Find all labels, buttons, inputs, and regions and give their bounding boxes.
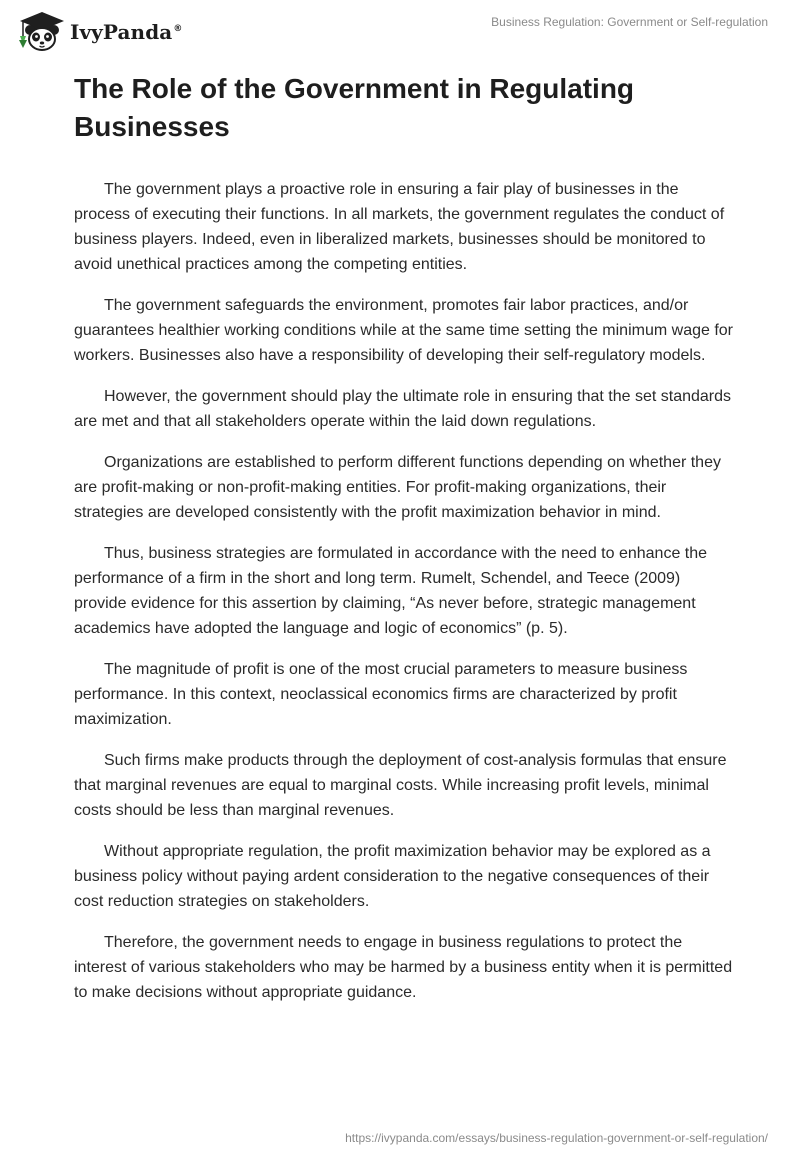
paragraph: The magnitude of profit is one of the most crucial parameters to measure business performance. In this context, neoclassical economics firms are characterized by profit maximization.	[74, 661, 688, 728]
brand-name: IvyPanda®	[70, 20, 183, 44]
article-body	[74, 70, 734, 1021]
article-title: The Role of the Government in Regulating Businesses	[74, 73, 635, 142]
running-title: Business Regulation: Government or Self-regulation	[491, 15, 768, 29]
registered-mark: ®	[173, 24, 183, 35]
paragraph: Without appropriate regulation, the profit maximization behavior may be explored as a business policy without paying ardent consideration to the negative consequences of their cost reduction strategies on stakeholders.	[74, 843, 711, 910]
paragraph: Organizations are established to perform different functions depending on whether they are profit-making or non-profit-making entities. For profit-making organizations, their strategies are developed consistently with the profit maximization behavior in mind.	[74, 454, 721, 521]
panda-graduate-icon	[14, 8, 66, 52]
paragraph: Therefore, the government needs to engage in business regulations to protect the interest of various stakeholders who may be harmed by a business entity when it is permitted to make decisions without appropriate guidance.	[74, 934, 733, 1001]
paragraph: However, the government should play the ultimate role in ensuring that the set standards are met and that all stakeholders operate within the laid down regulations.	[74, 388, 732, 430]
ivypanda-logo[interactable]	[14, 8, 182, 52]
page-header	[0, 0, 800, 60]
paragraph: The government safeguards the environment, promotes fair labor practices, and/or guarantees healthier working conditions while at the same time setting the minimum wage for workers. Businesses also have a responsibility of developing their self-regulatory models.	[74, 297, 733, 364]
source-url[interactable]: https://ivypanda.com/essays/business-regulation-government-or-self-regulation/	[345, 1131, 768, 1145]
paragraph: The government plays a proactive role in ensuring a fair play of businesses in the process of executing their functions. In all markets, the government regulates the conduct of business players. Indeed, even in liberalized markets, businesses should be monitored to avoid unethical practices among the competing entities.	[74, 181, 725, 273]
paragraph: Such firms make products through the deployment of cost-analysis formulas that ensure that marginal revenues are equal to marginal costs. While increasing profit levels, minimal costs should be less than marginal revenues.	[74, 752, 727, 819]
paragraph: Thus, business strategies are formulated in accordance with the need to enhance the performance of a firm in the short and long term. Rumelt, Schendel, and Teece (2009) provide evidence for this assertion by claiming, “As never before, strategic management academics have adopted the language and logic of economics” (p. 5).	[74, 545, 708, 637]
